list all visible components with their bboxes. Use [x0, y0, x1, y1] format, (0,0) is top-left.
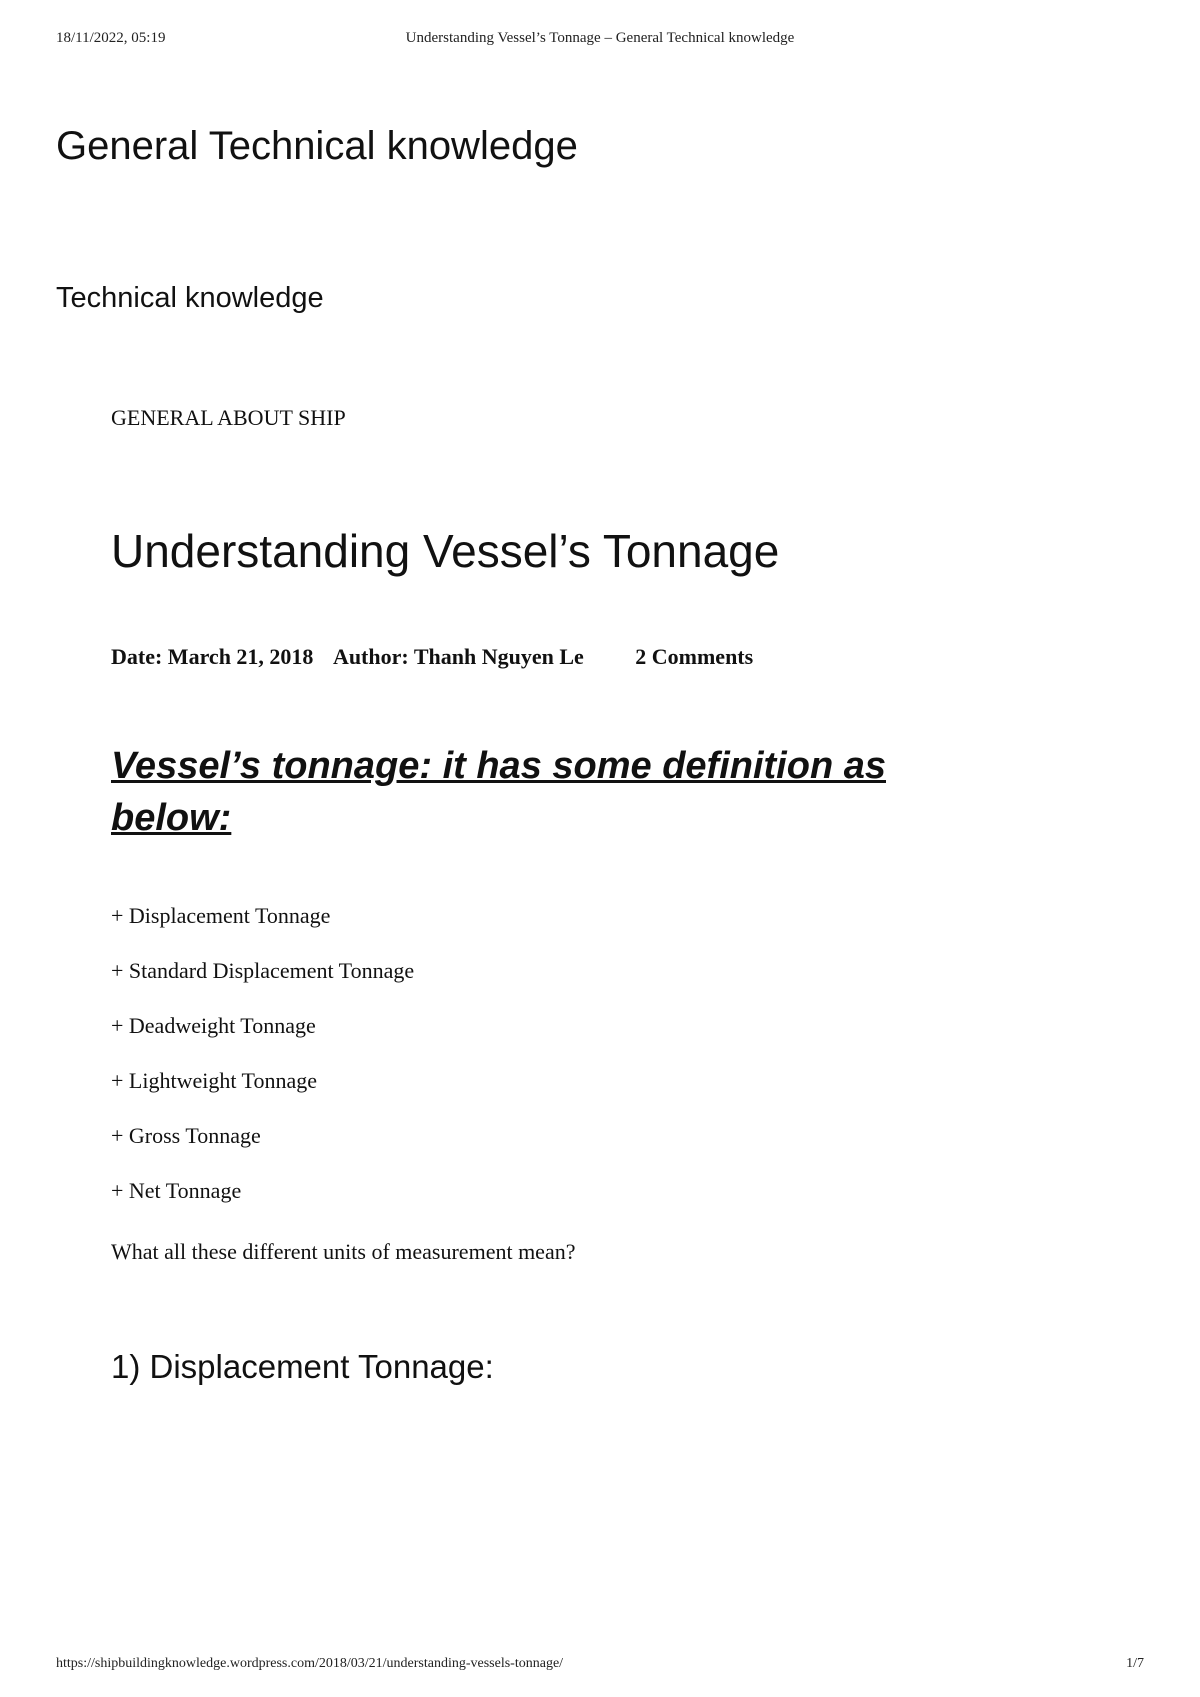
post-author[interactable]: Author: Thanh Nguyen Le: [332, 644, 584, 669]
site-title[interactable]: General Technical knowledge: [56, 124, 578, 168]
page-number: 1/7: [1126, 1656, 1144, 1671]
list-item: + Lightweight Tonnage: [111, 1068, 317, 1093]
post-title: Understanding Vessel’s Tonnage: [111, 525, 780, 577]
list-item: + Standard Displacement Tonnage: [111, 958, 415, 983]
post-comments-link[interactable]: 2 Comments: [635, 644, 754, 669]
list-item: + Gross Tonnage: [111, 1123, 261, 1148]
post-meta: [111, 644, 753, 670]
tonnage-type-list: [111, 903, 414, 1233]
post-date[interactable]: Date: March 21, 2018: [111, 644, 314, 669]
list-item: + Deadweight Tonnage: [111, 1013, 316, 1038]
print-url: https://shipbuildingknowledge.wordpress.com/2018/03/21/understanding-vessels-tonnage/: [56, 1656, 564, 1671]
print-footer: [56, 1656, 1144, 1676]
question-paragraph: What all these different units of measurement mean?: [111, 1239, 576, 1264]
list-item: + Displacement Tonnage: [111, 903, 331, 928]
post-category-link[interactable]: GENERAL ABOUT SHIP: [111, 405, 346, 430]
print-header: [56, 30, 1144, 52]
print-document-title: Understanding Vessel’s Tonnage – General Technical knowledge: [405, 30, 795, 46]
print-date: 18/11/2022, 05:19: [56, 30, 166, 46]
site-tagline: Technical knowledge: [56, 282, 324, 314]
list-item: + Net Tonnage: [111, 1178, 242, 1203]
subsection-heading: 1) Displacement Tonnage:: [111, 1348, 494, 1385]
section-heading: Vessel’s tonnage: it has some definition as below:: [111, 745, 886, 839]
